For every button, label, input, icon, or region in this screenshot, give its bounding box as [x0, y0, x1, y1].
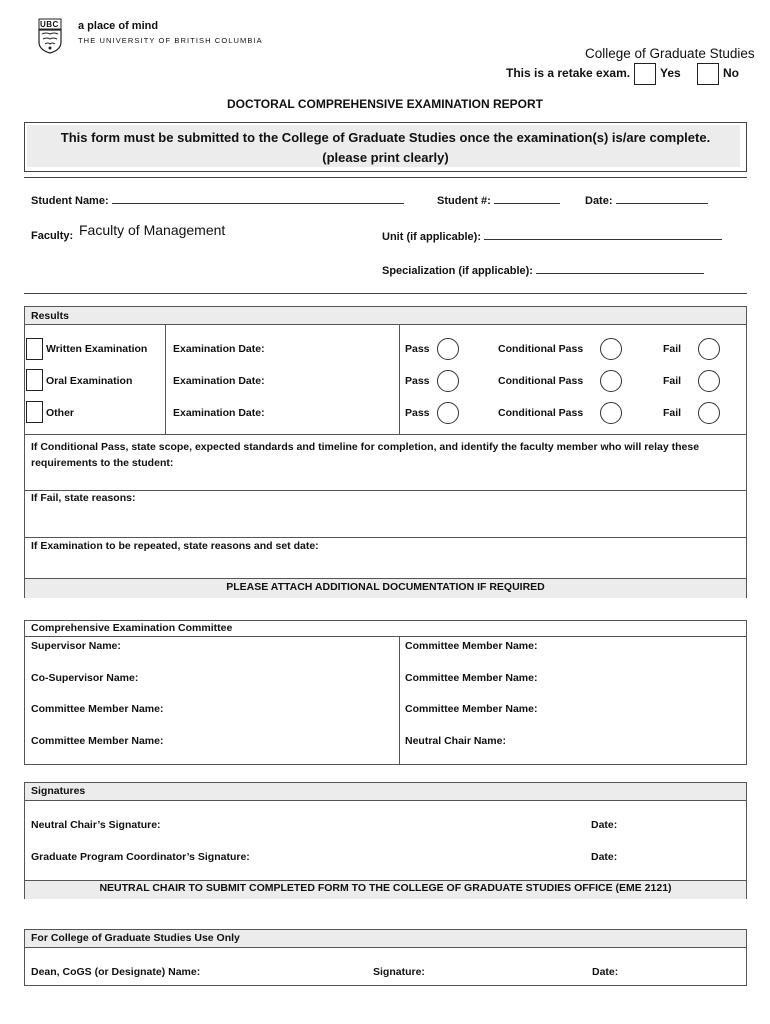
retake-no-label: No [723, 66, 739, 80]
exam-date-label: Examination Date: [173, 407, 265, 419]
oral-conditional-radio[interactable] [600, 370, 622, 392]
written-fail-radio[interactable] [698, 338, 720, 360]
office-name: College of Graduate Studies [585, 46, 755, 61]
student-date-label: Date: [585, 195, 613, 207]
dean-date-label[interactable]: Date: [592, 966, 619, 978]
conditional-label: Conditional Pass [498, 343, 584, 355]
student-number-field[interactable] [494, 194, 560, 204]
specialization-field[interactable] [536, 264, 704, 274]
logo-text: UBC [40, 20, 59, 29]
student-date-row [585, 194, 708, 207]
committee-member-label: Committee Member Name: [405, 640, 538, 652]
retake-yes-label: Yes [660, 66, 681, 80]
attach-docs-note: PLEASE ATTACH ADDITIONAL DOCUMENTATION IF REQUIRED [226, 581, 545, 593]
committee-member-label: Committee Member Name: [31, 735, 164, 747]
notice-box [24, 122, 747, 172]
other-conditional-radio[interactable] [600, 402, 622, 424]
student-name-label: Student Name: [31, 195, 109, 207]
exam-date-label: Examination Date: [173, 343, 265, 355]
neutral-chair-label: Neutral Chair Name: [405, 735, 506, 747]
unit-field[interactable] [484, 230, 722, 240]
conditional-label: Conditional Pass [498, 407, 584, 419]
unit-row [382, 230, 722, 243]
fail-reasons-note[interactable]: If Fail, state reasons: [31, 492, 136, 504]
committee-header: Comprehensive Examination Committee [31, 622, 233, 634]
retake-yes-checkbox[interactable] [634, 63, 656, 85]
co-supervisor-label: Co-Supervisor Name: [31, 672, 139, 684]
written-exam-checkbox[interactable] [26, 338, 43, 360]
exam-type-label: Oral Examination [46, 375, 133, 387]
exam-type-label: Written Examination [46, 343, 148, 355]
retake-no-checkbox[interactable] [697, 63, 719, 85]
student-name-field[interactable] [112, 194, 404, 204]
specialization-row [382, 264, 704, 277]
committee-member-label: Committee Member Name: [405, 703, 538, 715]
signatures-header: Signatures [31, 785, 86, 797]
signature-date-label: Date: [591, 851, 618, 863]
faculty-label: Faculty: [31, 230, 74, 242]
student-date-field[interactable] [616, 194, 708, 204]
university-name: THE UNIVERSITY OF BRITISH COLUMBIA [78, 36, 263, 45]
neutral-chair-signature-label[interactable]: Neutral Chair’s Signature: [31, 819, 161, 831]
specialization-label: Specialization (if applicable): [382, 265, 533, 277]
student-number-label: Student #: [437, 195, 491, 207]
exam-date-label: Examination Date: [173, 375, 265, 387]
other-exam-checkbox[interactable] [26, 401, 43, 423]
pass-label: Pass [405, 407, 430, 419]
oral-exam-checkbox[interactable] [26, 369, 43, 391]
oral-fail-radio[interactable] [698, 370, 720, 392]
dean-name-label[interactable]: Dean, CoGS (or Designate) Name: [31, 966, 201, 978]
written-pass-radio[interactable] [437, 338, 459, 360]
other-fail-radio[interactable] [698, 402, 720, 424]
office-use-header: For College of Graduate Studies Use Only [31, 932, 240, 944]
repeat-exam-note[interactable]: If Examination to be repeated, state reasons and set date: [31, 540, 319, 552]
exam-type-label: Other [46, 407, 75, 419]
fail-label: Fail [663, 407, 682, 419]
signature-date-label: Date: [591, 819, 618, 831]
form-title: DOCTORAL COMPREHENSIVE EXAMINATION REPORT [226, 97, 544, 111]
faculty-value[interactable]: Faculty of Management [79, 222, 226, 238]
fail-label: Fail [663, 343, 682, 355]
pass-label: Pass [405, 343, 430, 355]
notice-text: This form must be submitted to the College of Graduate Studies once the examination(s) is/are complete. [60, 130, 711, 145]
dean-signature-label[interactable]: Signature: [373, 966, 425, 978]
student-name-row [31, 194, 404, 207]
tagline: a place of mind [78, 20, 159, 32]
results-header: Results [31, 310, 69, 322]
student-number-row [437, 194, 560, 207]
submit-instruction: NEUTRAL CHAIR TO SUBMIT COMPLETED FORM TO THE COLLEGE OF GRADUATE STUDIES OFFICE (EME 2121) [99, 882, 672, 894]
committee-member-label: Committee Member Name: [405, 672, 538, 684]
conditional-label: Conditional Pass [498, 375, 584, 387]
supervisor-label: Supervisor Name: [31, 640, 121, 652]
committee-member-label: Committee Member Name: [31, 703, 164, 715]
oral-pass-radio[interactable] [437, 370, 459, 392]
written-conditional-radio[interactable] [600, 338, 622, 360]
coordinator-signature-label[interactable]: Graduate Program Coordinator’s Signature: [31, 851, 250, 863]
pass-label: Pass [405, 375, 430, 387]
fail-label: Fail [663, 375, 682, 387]
notice-subtext: (please print clearly) [322, 150, 449, 165]
retake-label: This is a retake exam. [506, 66, 631, 80]
other-pass-radio[interactable] [437, 402, 459, 424]
unit-label: Unit (if applicable): [382, 231, 481, 243]
conditional-pass-note[interactable]: If Conditional Pass, state scope, expected standards and timeline for completion, and identify the faculty member who will relay these requirements to the student: [31, 441, 700, 469]
